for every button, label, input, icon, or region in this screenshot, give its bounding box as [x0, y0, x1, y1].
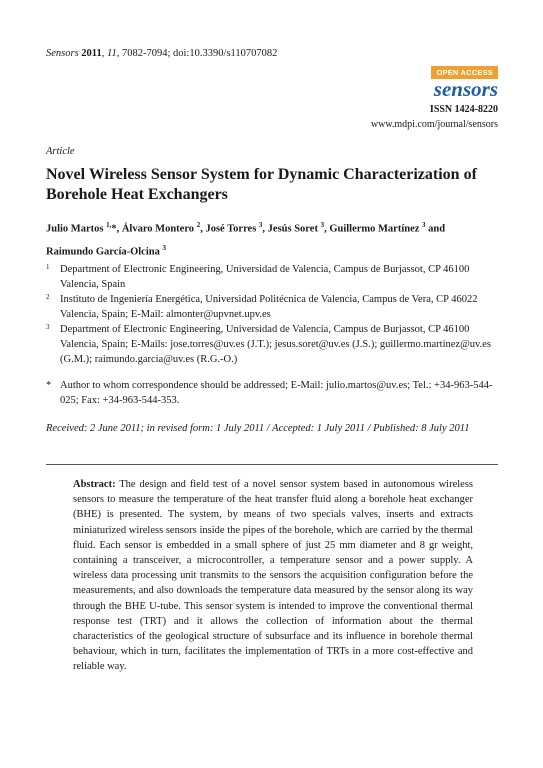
affiliation-3 — [46, 322, 506, 367]
author-separator: , — [200, 223, 206, 235]
affiliation-number: 2 — [46, 293, 50, 301]
corresponding-star: * — [111, 223, 117, 235]
affiliation-number: 1 — [46, 263, 50, 271]
author-separator: , — [324, 223, 330, 235]
article-type: Article — [46, 146, 75, 157]
author-affil-sup: 3 — [162, 243, 166, 252]
author-name: Guillermo Martínez — [329, 223, 420, 235]
correspondence-star: * — [46, 380, 52, 391]
author-separator: , — [262, 223, 268, 235]
abstract-label: Abstract: — [73, 479, 116, 490]
citation-line: Sensors 2011, 11, 7082-7094; doi:10.3390/s110707082 — [46, 48, 278, 59]
author-affil-sup: 3 — [422, 221, 426, 229]
author-separator: and — [425, 223, 446, 235]
citation-year: 2011 — [81, 48, 102, 59]
issn: ISSN 1424-8220 — [429, 104, 498, 115]
citation-journal: Sensors — [46, 48, 79, 59]
affiliation-text: Instituto de Ingeniería Energética, Universidad Politécnica de Valencia, Campus de Vera, CP 46022 Valencia, Spain; E-Mail: almonter@upvnet.upv.es — [60, 294, 478, 320]
abstract-text: The design and field test of a novel sensor system based in autonomous wireless sensors to measure the temperature of the heat transfer fluid along a borehole heat exchanger (BHE) is presented. The system, by means of two specials valves, inserts and extracts miniaturized wireless sensors inside the pipes of the borehole, which are carried by the thermal fluid. Each sensor is embedded in a small sphere of just 25 mm diameter and 8 gr weight, containing a transceiver, a microcontroller, a temperature sensor and a power supply. A wireless data processing unit transmits to the sensors the acquisition configuration before the measurements, and also downloads the temperature data measured by the sensor along its way through the BHE U-tube. This sensor system is intended to improve the conventional thermal response test (TRT) and it allows the collection of information about the thermal characteristics of the geological structure of subsurface and its influence in borehole thermal behaviour, which in turn, facilitates the implementation of TRTs in a more cost-effective and reliable way. — [73, 479, 473, 673]
abstract — [73, 477, 473, 675]
section-divider — [46, 464, 498, 465]
author-affil-sup: 3 — [320, 221, 325, 229]
paper-title: Novel Wireless Sensor System for Dynamic Characterization of Borehole Heat Exchangers — [46, 166, 477, 203]
author-list — [46, 216, 496, 261]
author-name: Julio Martos — [46, 223, 104, 235]
correspondence-text: Author to whom correspondence should be addressed; E-Mail: julio.martos@uv.es; Tel.: +34-963-544-025; Fax: +34-963-544-353. — [60, 380, 493, 406]
author-name: Jesús Soret — [267, 223, 318, 235]
citation-volume: 11 — [106, 48, 117, 59]
affiliation-number: 3 — [46, 323, 50, 331]
open-access-badge: OPEN ACCESS — [431, 66, 498, 79]
correspondence-note — [46, 378, 506, 408]
citation-pages-doi: , 7082-7094; doi:10.3390/s110707082 — [116, 48, 278, 59]
affiliation-text: Department of Electronic Engineering, Universidad de Valencia, Campus de Burjassot, CP 46100 Valencia, Spain — [60, 264, 470, 290]
author-name: José Torres — [205, 223, 257, 235]
affiliation-2 — [46, 292, 506, 322]
author-affil-sup: 2 — [196, 221, 201, 229]
author-name: Raimundo García-Olcina — [46, 246, 160, 257]
affiliation-1 — [46, 262, 506, 292]
journal-url[interactable]: www.mdpi.com/journal/sensors — [370, 119, 498, 130]
publication-dates: Received: 2 June 2011; in revised form: 1 July 2011 / Accepted: 1 July 2011 / Published: 8 July 2011 — [46, 423, 470, 434]
author-name: Álvaro Montero — [121, 223, 195, 235]
journal-logo: sensors — [433, 77, 498, 101]
author-affil-sup: 3 — [258, 221, 263, 229]
affiliation-text: Department of Electronic Engineering, Universidad de Valencia, Campus de Burjassot, CP 46100 Valencia, Spain; E-Mails: jose.torres@uv.es (J.T.); jesus.soret@uv.es (J.S.); guillermo.martinez@uv.es (G.M.); raimundo.garcia@uv.es (R.G.-O.) — [60, 324, 491, 365]
author-separator: , — [116, 223, 122, 235]
author-affil-sup: 1, — [106, 221, 112, 229]
